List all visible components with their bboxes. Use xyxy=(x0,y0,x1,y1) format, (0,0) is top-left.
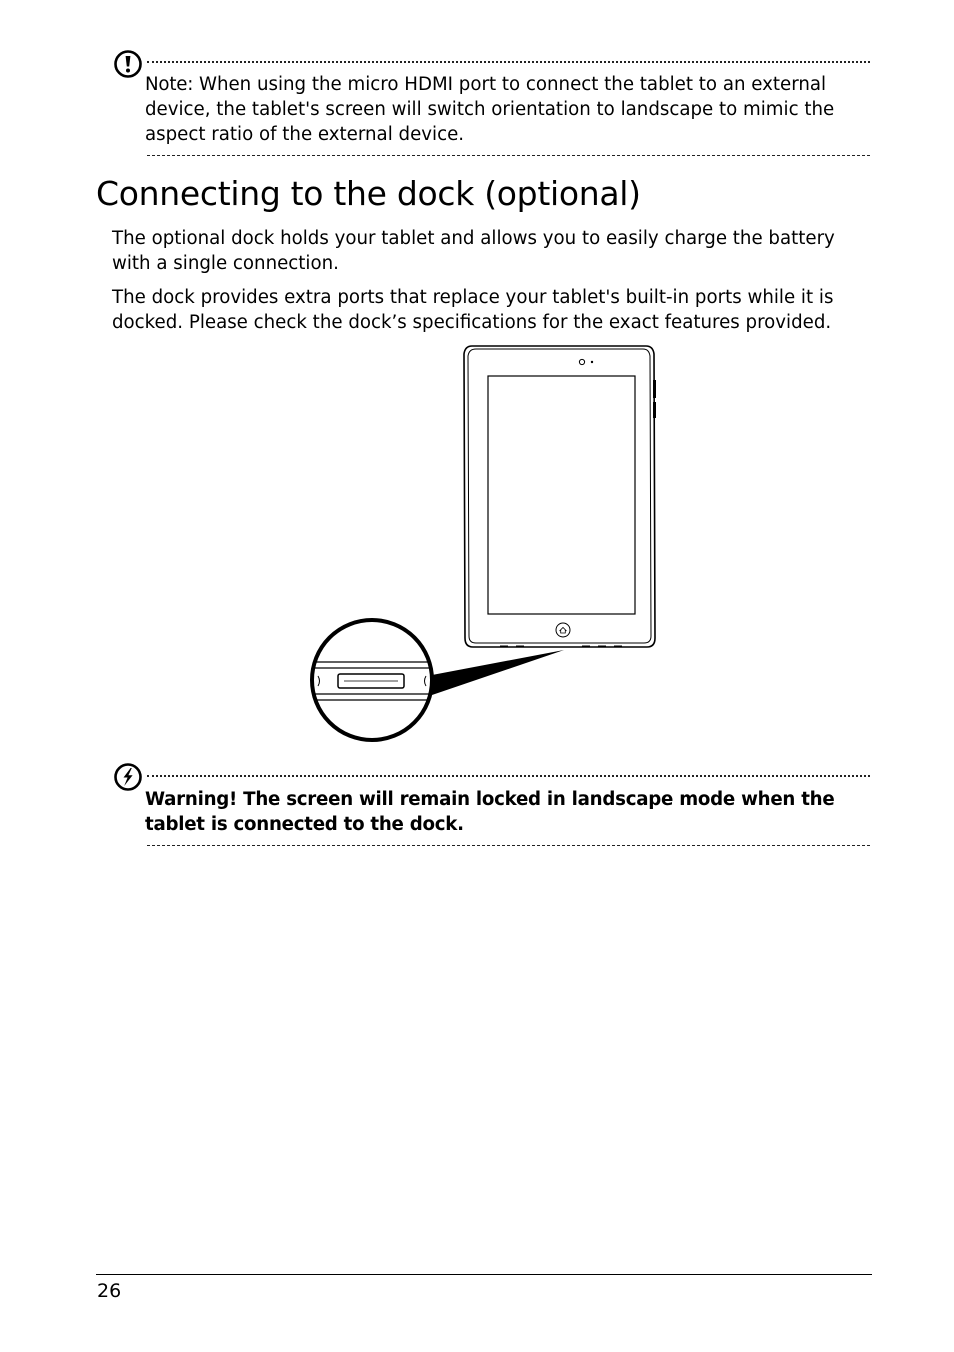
page-number: 26 xyxy=(97,1280,122,1302)
section-title: Connecting to the dock (optional) xyxy=(96,174,641,213)
lightning-circle-icon xyxy=(113,762,143,792)
camera-icon xyxy=(579,359,584,364)
callout-pointer xyxy=(432,650,564,695)
note-bottom-rule xyxy=(147,155,870,156)
exclamation-circle-icon xyxy=(113,49,143,79)
note-text xyxy=(145,72,875,147)
home-button-icon xyxy=(556,623,570,637)
tablet-dock-illustration xyxy=(300,340,670,750)
dock-connector-zoom-callout xyxy=(312,620,432,740)
paragraph-dock-ports: The dock provides extra ports that replace your tablet's built-in ports while it is docked. Please check the dock’s specifications for the exact features provided. xyxy=(112,287,834,333)
footer-rule xyxy=(96,1274,872,1275)
paragraph-dock-intro: The optional dock holds your tablet and allows you to easily charge the battery with a single connection. xyxy=(112,228,835,274)
note-label: Note: xyxy=(145,74,194,95)
warning-text: Warning! The screen will remain locked in landscape mode when the tablet is connected to the dock. xyxy=(145,789,835,835)
tablet-outline xyxy=(464,346,655,647)
warning-bottom-rule xyxy=(147,845,870,846)
note-body: When using the micro HDMI port to connect the tablet to an external device, the tablet's screen will switch orientation to landscape to mimic the aspect ratio of the external device. xyxy=(145,74,835,145)
sensor-dot xyxy=(591,361,593,363)
note-top-rule xyxy=(147,61,870,63)
warning-top-rule xyxy=(147,775,870,777)
